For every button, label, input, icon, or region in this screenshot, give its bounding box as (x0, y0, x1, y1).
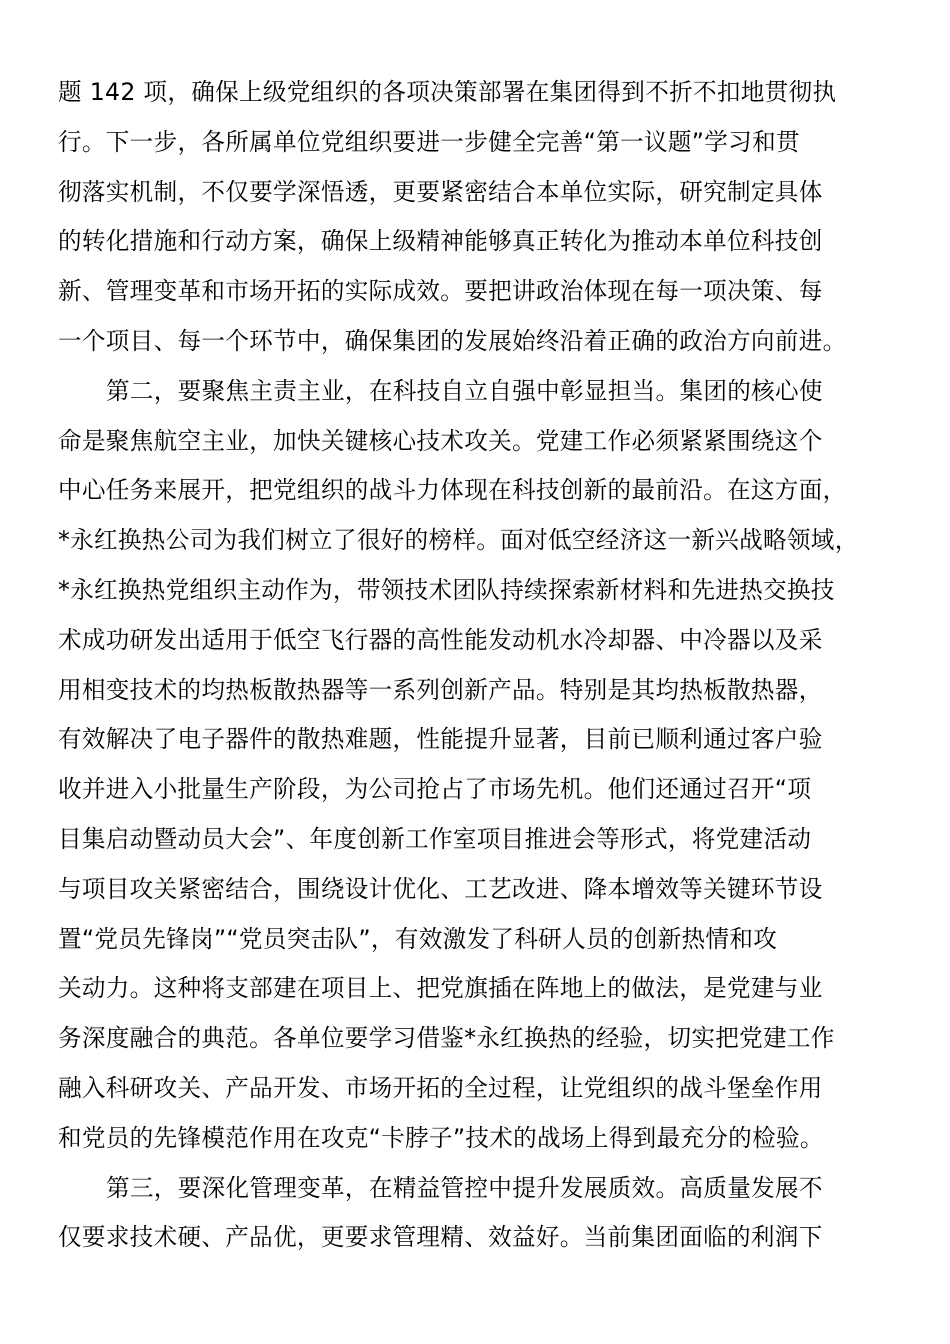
text-line-24: 仅要求技术硬、产品优，更要求管理精、效益好。当前集团面临的利润下 (58, 1223, 823, 1252)
text-line-17: 与项目攻关紧密结合，围绕设计优化、工艺改进、降本增效等关键环节设 (58, 874, 823, 903)
text-line-15: 收并进入小批量生产阶段，为公司抢占了市场先机。他们还通过召开“项 (58, 775, 812, 804)
text-line-22: 和党员的先锋模范作用在攻克“卡脖子”技术的战场上得到最充分的检验。 (58, 1123, 824, 1152)
text-line-3: 彻落实机制，不仅要学深悟透，更要紧密结合本单位实际，研究制定具体 (58, 177, 823, 206)
text-line-6: 一个项目、每一个环节中，确保集团的发展始终沿着正确的政治方向前进。 (58, 326, 847, 355)
paragraph-start-third-point: 第三，要深化管理变革，在精益管控中提升发展质效。高质量发展不 (106, 1173, 823, 1202)
text-line-10: *永红换热公司为我们树立了很好的榜样。面对低空经济这一新兴战略领域， (58, 526, 859, 555)
text-line-1: 题 142 项，确保上级党组织的各项决策部署在集团得到不折不扣地贯彻执 (58, 78, 837, 106)
paragraph-start-second-point: 第二，要聚焦主责主业，在科技自立自强中彰显担当。集团的核心使 (106, 376, 823, 405)
text-line-12: 术成功研发出适用于低空飞行器的高性能发动机水冷却器、中冷器以及采 (58, 625, 823, 654)
text-line-2: 行。下一步，各所属单位党组织要进一步健全完善“第一议题”学习和贯 (58, 127, 800, 156)
text-line-4: 的转化措施和行动方案，确保上级精神能够真正转化为推动本单位科技创 (58, 227, 823, 256)
text-line-9: 中心任务来展开，把党组织的战斗力体现在科技创新的最前沿。在这方面， (58, 476, 847, 505)
text-line-13: 用相变技术的均热板散热器等一系列创新产品。特别是其均热板散热器， (58, 675, 823, 704)
text-line-16: 目集启动暨动员大会”、年度创新工作室项目推进会等形式，将党建活动 (58, 824, 812, 853)
document-body (58, 68, 918, 1263)
text-line-20: 务深度融合的典范。各单位要学习借鉴*永红换热的经验，切实把党建工作 (58, 1024, 835, 1053)
text-line-14: 有效解决了电子器件的散热难题，性能提升显著，目前已顺利通过客户验 (58, 725, 823, 754)
text-line-11: *永红换热党组织主动作为，带领技术团队持续探索新材料和先进热交换技 (58, 575, 835, 604)
text-line-8: 命是聚焦航空主业，加快关键核心技术攻关。党建工作必须紧紧围绕这个 (58, 426, 823, 455)
text-line-18: 置“党员先锋岗”“党员突击队”，有效激发了科研人员的创新热情和攻 (58, 924, 778, 953)
text-line-21: 融入科研攻关、产品开发、市场开拓的全过程，让党组织的战斗堡垒作用 (58, 1073, 823, 1102)
text-line-5: 新、管理变革和市场开拓的实际成效。要把讲政治体现在每一项决策、每 (58, 277, 823, 306)
text-line-19: 关动力。这种将支部建在项目上、把党旗插在阵地上的做法，是党建与业 (58, 974, 823, 1003)
